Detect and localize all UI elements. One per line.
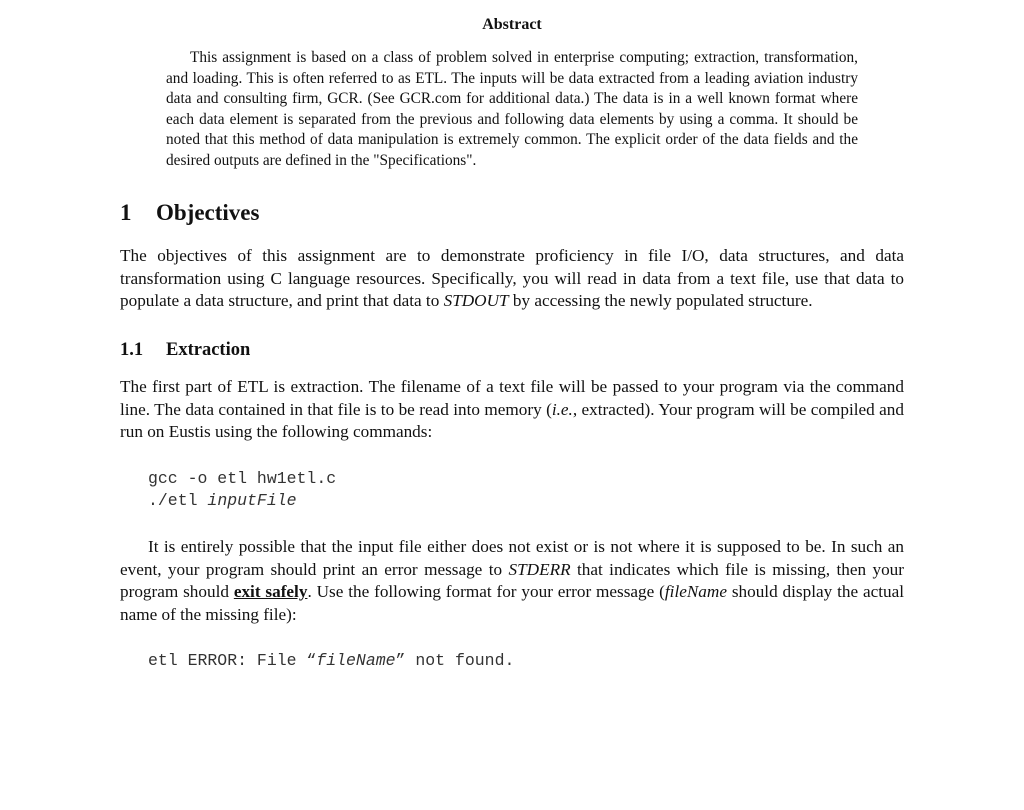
missing-text-b: that indicates which file is missing, then your program should: [120, 559, 904, 602]
abstract-body: This assignment is based on a class of problem solved in enterprise computing; extraction, transformation, and loading. This is often referred to as ETL. The inputs will be data extracted from a leading aviation industry data and consulting firm, GCR. (See GCR.com for additional data.) The data is in a well known format where each data element is separated from the previous and following data elements by using a comma. It should be noted that this method of data manipulation is extremely common. The explicit order of the data fields and the desired outputs are defined in the "Specifications".: [166, 49, 858, 169]
subsection-title: Extraction: [166, 340, 251, 360]
stderr-term: STDERR: [508, 559, 571, 579]
compile-command: gcc -o etl hw1etl.c: [148, 469, 337, 488]
run-command-prefix: ./etl: [148, 491, 208, 510]
extraction-text-b: , extracted). Your program will be compiled and run on Eustis using the following commands:: [120, 399, 904, 442]
section-heading-objectives: [120, 200, 259, 226]
missing-file-paragraph: [120, 536, 904, 626]
run-command-arg: inputFile: [207, 491, 297, 510]
missing-text-d: should display the actual name of the missing file):: [120, 582, 904, 624]
subsection-number: 1.1: [120, 340, 144, 360]
objectives-paragraph: [120, 245, 904, 313]
missing-text-c: . Use the following format for your error message (: [307, 582, 665, 602]
stdout-term: STDOUT: [443, 291, 509, 311]
extraction-paragraph: [120, 376, 904, 444]
error-message-format: [148, 650, 514, 673]
extraction-text-a: The first part of ETL is extraction. The filename of a text file will be passed to your program via the command line. The data contained in that file is to be read into memory (: [120, 377, 904, 419]
exit-safely-term: exit safely: [233, 582, 308, 602]
error-prefix: etl ERROR: File “: [148, 651, 317, 670]
abstract-title: Abstract: [482, 16, 542, 33]
filename-term: fileName: [664, 582, 727, 602]
section-number: 1: [120, 200, 132, 225]
section-title: Objectives: [156, 200, 260, 225]
error-filename-arg: fileName: [316, 651, 396, 670]
ie-term: i.e.: [551, 399, 573, 419]
subsection-heading-extraction: [120, 340, 250, 361]
error-suffix: ” not found.: [395, 651, 515, 670]
missing-text-a: It is entirely possible that the input file either does not exist or is not where it is supposed to be. In such an event, your program should print an error message to: [120, 537, 904, 579]
objectives-text-b: by accessing the newly populated structure.: [508, 291, 813, 311]
objectives-text-a: The objectives of this assignment are to demonstrate proficiency in file I/O, data structures, and data transformation using C language resources. Specifically, you will read in data from a text file, use that data to populate a data structure, and print that data to: [120, 246, 904, 311]
run-command: [148, 490, 297, 513]
